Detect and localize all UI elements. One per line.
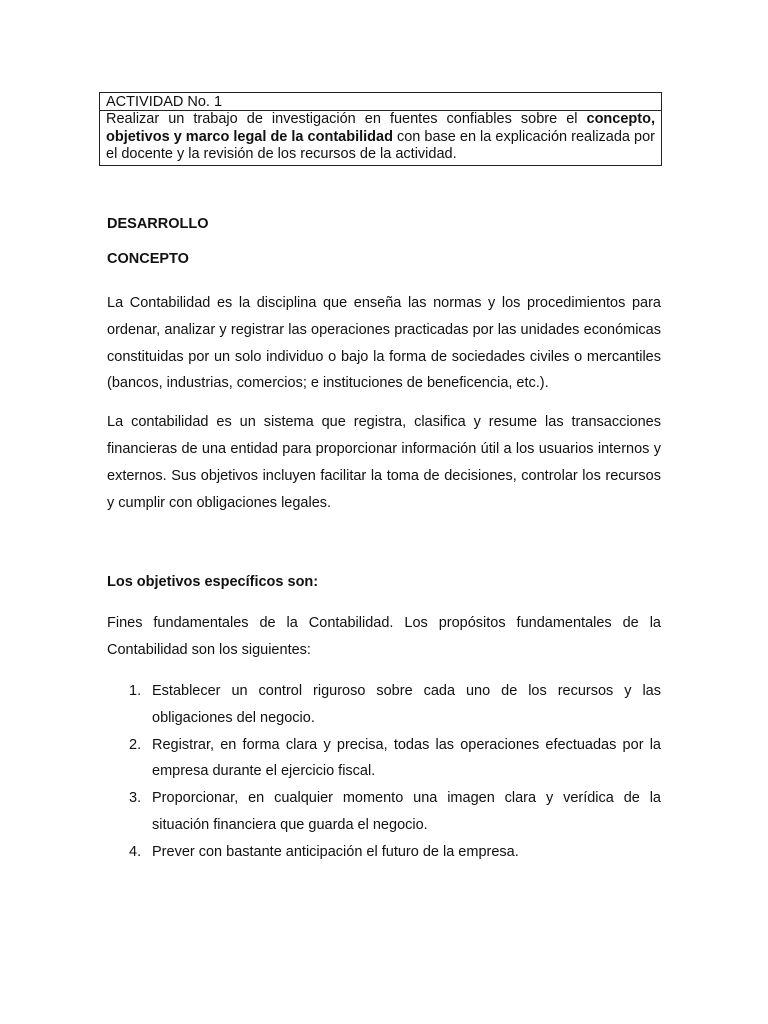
activity-text-end: con base en la explicación realizada por el docente y la revisión de los recursos de la actividad. — [106, 128, 655, 162]
heading-desarrollo: DESARROLLO — [107, 216, 209, 232]
paragraph-fines: Fines fundamentales de la Contabilidad. Los propósitos fundamentales de la Contabilidad son los siguientes: — [107, 615, 661, 659]
activity-title: ACTIVIDAD No. 1 — [100, 93, 661, 111]
paragraph-concepto-1: La Contabilidad es la disciplina que enseña las normas y los procedimientos para ordenar, analizar y registrar las operaciones practicadas por las unidades económicas constituidas por un solo individuo o bajo la forma de sociedades civiles o mercantiles (bancos, industrias, comercios; e instituciones de beneficencia, etc.). — [107, 295, 661, 392]
objective-number: 1. — [129, 682, 142, 699]
objective-text: Prever con bastante anticipación el futuro de la empresa. — [152, 843, 519, 860]
activity-text-bold: concepto, objetivos y marco legal de la contabilidad — [106, 111, 655, 145]
activity-box — [99, 92, 662, 166]
heading-objetivos: Los objetivos específicos son: — [107, 574, 319, 591]
document-body — [107, 213, 661, 866]
activity-description — [100, 111, 661, 165]
objective-text: Establecer un control riguroso sobre cada uno de los recursos y las obligaciones del negocio. — [152, 682, 661, 726]
objective-item — [107, 839, 661, 866]
activity-text-start: Realizar un trabajo de investigación en fuentes confiables sobre el — [106, 111, 587, 127]
objective-text: Proporcionar, en cualquier momento una imagen clara y verídica de la situación financiera que guarda el negocio. — [152, 790, 661, 833]
paragraph-concepto-2: La contabilidad es un sistema que registra, clasifica y resume las transacciones financieras de una entidad para proporcionar información útil a los usuarios internos y externos. Sus objetivos incluyen facilitar la toma de decisiones, controlar los recursos y cumplir con obligaciones legales. — [107, 414, 661, 511]
heading-concepto: CONCEPTO — [107, 251, 189, 267]
objective-item — [107, 785, 661, 839]
objective-text: Registrar, en forma clara y precisa, todas las operaciones efectuadas por la empresa durante el ejercicio fiscal. — [152, 736, 661, 780]
objective-number: 3. — [129, 790, 142, 807]
objective-number: 2. — [129, 736, 142, 753]
objectives-list — [107, 678, 661, 866]
objective-number: 4. — [129, 843, 142, 860]
objective-item — [107, 678, 661, 732]
objective-item — [107, 732, 661, 786]
